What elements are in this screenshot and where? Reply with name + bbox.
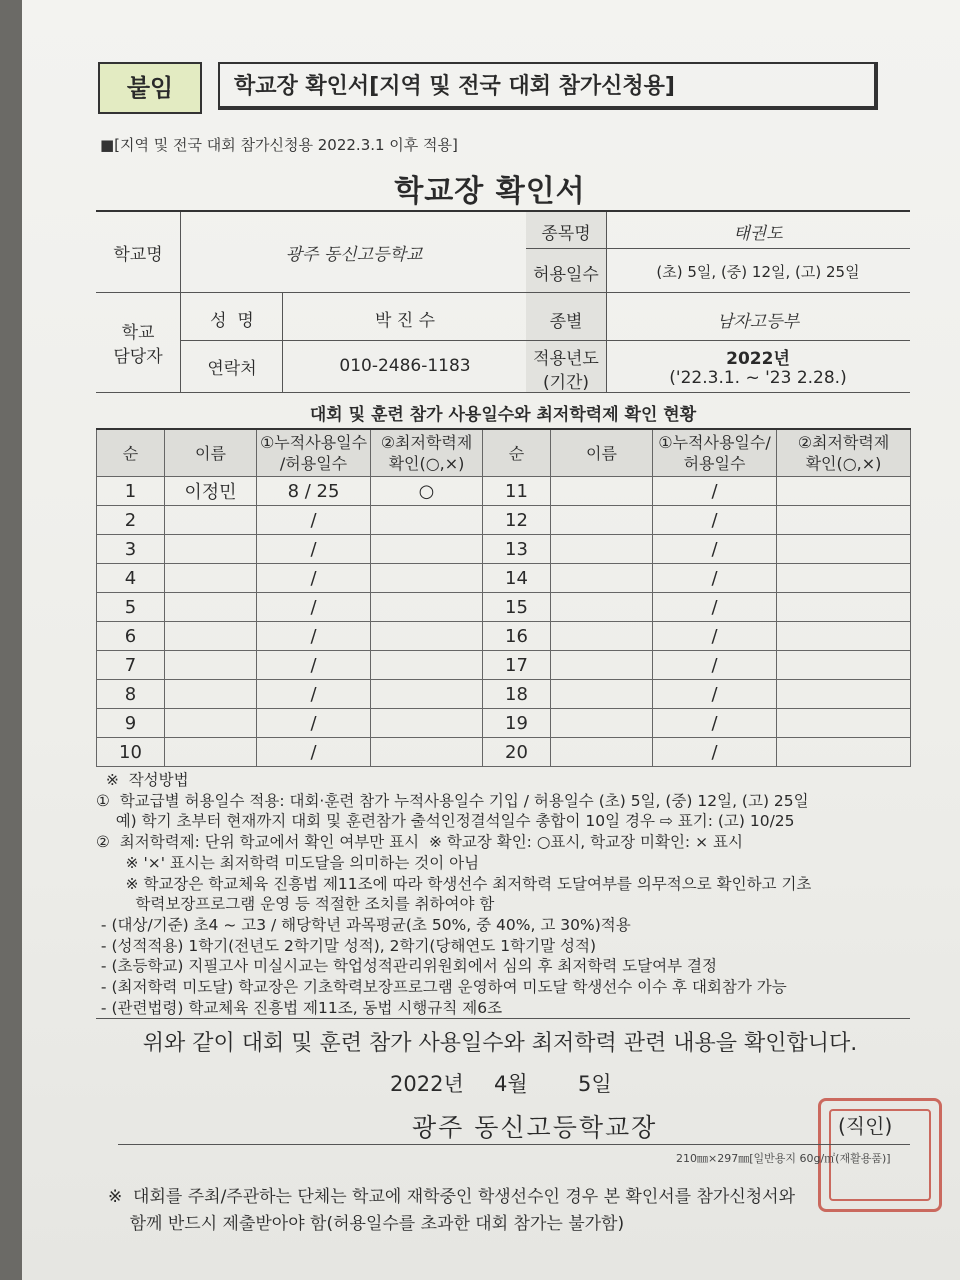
- col-academic-right-line1: ②최저학력제: [797, 433, 890, 452]
- row-no-right: 19: [483, 709, 551, 738]
- row-name-right: [551, 564, 653, 593]
- row-days-right: /: [653, 564, 777, 593]
- row-no-right: 17: [483, 651, 551, 680]
- row-academic: [371, 535, 483, 564]
- instruction-line: - (초등학교) 지필고사 미실시교는 학업성적관리위원회에서 심의 후 최저학력 도달여부 결정: [96, 957, 717, 976]
- document-title: 학교장 확인서[지역 및 전국 대회 참가신청용]: [218, 62, 878, 110]
- instruction-line: - (성적적용) 1학기(전년도 2학기말 성적), 2학기(당해연도 1학기말 성적): [96, 936, 596, 955]
- row-name-right: [551, 506, 653, 535]
- row-name: 이정민: [165, 477, 257, 506]
- row-days: /: [257, 622, 371, 651]
- table-row: [97, 622, 911, 651]
- table-row: [97, 593, 911, 622]
- row-days-right: /: [653, 709, 777, 738]
- date-day: 5일: [578, 1072, 612, 1096]
- division-label: 종별: [549, 312, 583, 332]
- row-no: 10: [97, 738, 165, 767]
- table-row: [97, 680, 911, 709]
- row-no-right: 18: [483, 680, 551, 709]
- row-days-right: /: [653, 506, 777, 535]
- row-academic-right: [777, 593, 911, 622]
- row-no: 9: [97, 709, 165, 738]
- row-no-right: 14: [483, 564, 551, 593]
- row-days-right: /: [653, 680, 777, 709]
- instruction-line: ※ '×' 표시는 최저학력 미도달을 의미하는 것이 아님: [96, 853, 480, 872]
- status-table: [96, 428, 911, 767]
- period-year: 2022년: [726, 349, 790, 369]
- row-no-right: 13: [483, 535, 551, 564]
- instruction-line: ② 최저학력제: 단위 학교에서 확인 여부만 표시 ※ 학교장 확인: ○표시, 학교장 미확인: × 표시: [96, 833, 743, 852]
- row-academic-right: [777, 506, 911, 535]
- row-name: [165, 535, 257, 564]
- manager-label-line1: 학교: [121, 323, 155, 343]
- instruction-line: - (대상/기준) 초4 ~ 고3 / 해당학년 과목평균(초 50%, 중 40%, 고 30%)적용: [96, 915, 631, 934]
- row-name-right: [551, 535, 653, 564]
- row-no-right: 16: [483, 622, 551, 651]
- col-academic: [371, 429, 483, 477]
- row-days: /: [257, 506, 371, 535]
- col-name-right: 이름: [551, 429, 653, 477]
- date-month: 4월: [494, 1072, 528, 1096]
- manager-name-value: 박 진 수: [374, 311, 436, 331]
- applicability-note: ■[지역 및 전국 대회 참가신청용 2022.3.1 이후 적용]: [100, 136, 458, 154]
- row-name-right: [551, 593, 653, 622]
- row-academic: [371, 709, 483, 738]
- row-academic: [371, 564, 483, 593]
- row-name: [165, 709, 257, 738]
- row-name-right: [551, 680, 653, 709]
- footnote: [108, 1184, 795, 1238]
- row-name-right: [551, 709, 653, 738]
- row-name: [165, 506, 257, 535]
- row-days-right: /: [653, 738, 777, 767]
- signer-name: 광주 동신고등학교장: [412, 1113, 658, 1142]
- paper-spec: 210㎜×297㎜[일반용지 60g/㎡(재활용품)]: [676, 1152, 891, 1165]
- status-section-title: 대회 및 훈련 참가 사용일수와 최저학력제 확인 현황: [309, 405, 697, 425]
- row-no: 5: [97, 593, 165, 622]
- row-days: /: [257, 564, 371, 593]
- table-row: [97, 738, 911, 767]
- title-bar: [98, 62, 882, 112]
- table-row: [97, 506, 911, 535]
- date-year: 2022년: [390, 1072, 464, 1096]
- col-academic-right: [777, 429, 911, 477]
- instruction-line: - (최저학력 미도달) 학교장은 기초학력보장프로그램 운영하여 미도달 학생선수 이수 후 대회참가 가능: [96, 978, 787, 997]
- row-days-right: /: [653, 593, 777, 622]
- row-academic: ○: [371, 477, 483, 506]
- row-days-right: /: [653, 535, 777, 564]
- attachment-tag: 붙임: [98, 62, 202, 114]
- instructions: [96, 770, 926, 1018]
- allowed-days-label: 허용일수: [533, 265, 599, 285]
- footnote-line: 함께 반드시 제출받아야 함(허용일수를 초과한 대회 참가는 불가함): [108, 1214, 625, 1234]
- col-no-right: 순: [483, 429, 551, 477]
- row-academic-right: [777, 651, 911, 680]
- row-days: /: [257, 651, 371, 680]
- form-title: 학교장 확인서: [394, 174, 586, 209]
- row-no-right: 11: [483, 477, 551, 506]
- sport-label: 종목명: [541, 224, 591, 244]
- table-row: [97, 564, 911, 593]
- division-value: 남자고등부: [716, 312, 800, 332]
- row-academic-right: [777, 680, 911, 709]
- instruction-line: ① 학교급별 허용일수 적용: 대회·훈련 참가 누적사용일수 기입 / 허용일수 (초) 5일, (중) 12일, (고) 25일: [96, 791, 809, 810]
- row-academic: [371, 622, 483, 651]
- row-name: [165, 622, 257, 651]
- instruction-line: - (관련법령) 학교체육 진흥법 제11조, 동법 시행규칙 제6조: [96, 998, 503, 1017]
- confirmation-statement: 위와 같이 대회 및 훈련 참가 사용일수와 최저학력 관련 내용을 확인합니다.: [142, 1031, 858, 1056]
- col-days-right-line2: 허용일수: [683, 454, 746, 473]
- table-row: [97, 651, 911, 680]
- row-days-right: /: [653, 651, 777, 680]
- period-label-line1: 적용년도: [533, 349, 599, 369]
- row-days-right: /: [653, 477, 777, 506]
- row-academic-right: [777, 564, 911, 593]
- row-name-right: [551, 622, 653, 651]
- seal-placeholder: (직인): [838, 1114, 893, 1138]
- row-days: /: [257, 593, 371, 622]
- row-name: [165, 651, 257, 680]
- manager-label-line2: 담당자: [113, 347, 163, 367]
- row-academic-right: [777, 477, 911, 506]
- instruction-line: ※ 작성방법: [96, 771, 189, 789]
- row-academic: [371, 651, 483, 680]
- row-name: [165, 564, 257, 593]
- col-days-right: [653, 429, 777, 477]
- table-row: [97, 709, 911, 738]
- school-name-label: 학교명: [113, 245, 163, 265]
- row-days: /: [257, 535, 371, 564]
- row-name: [165, 738, 257, 767]
- sport-value: 태권도: [733, 224, 783, 244]
- row-academic: [371, 680, 483, 709]
- instruction-line: 학력보장프로그램 운영 등 적절한 조치를 취하여야 함: [96, 895, 495, 914]
- manager-contact-value: 010-2486-1183: [339, 356, 471, 376]
- table-header-row: [97, 429, 911, 477]
- row-academic: [371, 738, 483, 767]
- row-academic-right: [777, 738, 911, 767]
- col-academic-right-line2: 확인(○,×): [805, 454, 882, 473]
- row-no: 4: [97, 564, 165, 593]
- footnote-line: ※ 대회를 주최/주관하는 단체는 학교에 재학중인 학생선수인 경우 본 확인서를 참가신청서와: [108, 1187, 796, 1207]
- row-name-right: [551, 738, 653, 767]
- instruction-line: ※ 학교장은 학교체육 진흥법 제11조에 따라 학생선수 최저학력 도달여부를 의무적으로 확인하고 기초: [96, 874, 812, 893]
- row-days-right: /: [653, 622, 777, 651]
- row-name: [165, 680, 257, 709]
- row-name-right: [551, 651, 653, 680]
- row-academic: [371, 506, 483, 535]
- row-name: [165, 593, 257, 622]
- table-row: [97, 535, 911, 564]
- manager-name-label: 성 명: [210, 311, 254, 331]
- row-academic-right: [777, 535, 911, 564]
- instruction-line: 예) 학기 초부터 현재까지 대회 및 훈련참가 출석인정결석일수 총합이 10일 경우 ⇨ 표기: (고) 10/25: [96, 812, 795, 831]
- row-no: 6: [97, 622, 165, 651]
- col-no: 순: [97, 429, 165, 477]
- col-days-line1: ①누적사용일수: [259, 433, 368, 452]
- table-row: [97, 477, 911, 506]
- allowed-days-value: (초) 5일, (중) 12일, (고) 25일: [656, 263, 860, 281]
- col-days-right-line1: ①누적사용일수/: [658, 433, 771, 452]
- col-academic-line2: 확인(○,×): [388, 454, 465, 473]
- row-days: /: [257, 680, 371, 709]
- row-no: 8: [97, 680, 165, 709]
- col-name: 이름: [165, 429, 257, 477]
- row-no-right: 12: [483, 506, 551, 535]
- col-days-line2: /허용일수: [279, 454, 348, 473]
- row-academic-right: [777, 709, 911, 738]
- col-academic-line1: ②최저학력제: [380, 433, 473, 452]
- row-days: /: [257, 709, 371, 738]
- row-days: /: [257, 738, 371, 767]
- row-no: 2: [97, 506, 165, 535]
- row-days: 8 / 25: [257, 477, 371, 506]
- row-no: 1: [97, 477, 165, 506]
- row-academic: [371, 593, 483, 622]
- col-days: [257, 429, 371, 477]
- row-no: 7: [97, 651, 165, 680]
- period-label-line2: (기간): [542, 373, 590, 393]
- school-name-value: 광주 동신고등학교: [285, 245, 423, 265]
- row-no-right: 20: [483, 738, 551, 767]
- period-range: ('22.3.1. ~ '23 2.28.): [669, 368, 847, 388]
- row-academic-right: [777, 622, 911, 651]
- row-no: 3: [97, 535, 165, 564]
- row-name-right: [551, 477, 653, 506]
- manager-contact-label: 연락처: [207, 359, 257, 379]
- row-no-right: 15: [483, 593, 551, 622]
